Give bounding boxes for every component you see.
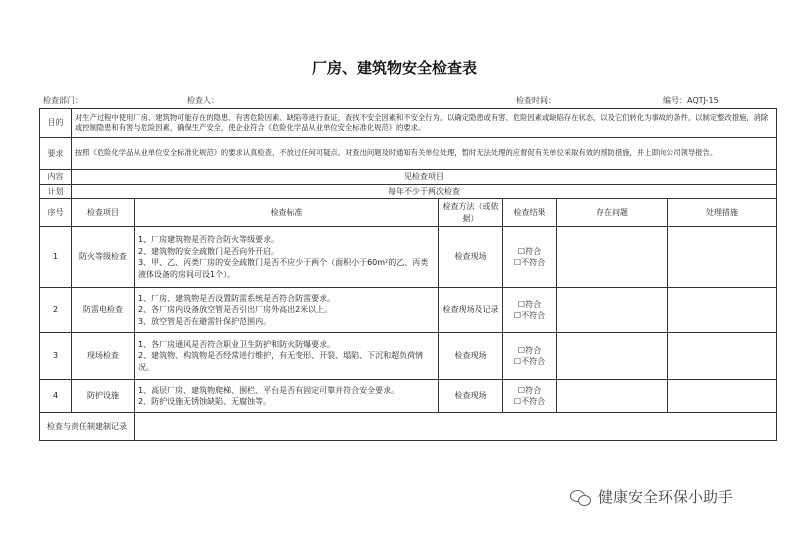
signoff-value[interactable] bbox=[135, 413, 777, 441]
standard-line: 3、甲、乙、丙类厂房的安全疏散门是否不应少于两个（面积小于60m²的乙、丙类液体设备的房间可设1个）。 bbox=[138, 258, 429, 279]
row-item: 现场检查 bbox=[72, 333, 135, 380]
plan-value: 每年不少于两次检查 bbox=[72, 184, 777, 199]
result-pass-checkbox[interactable]: ☐符合 bbox=[517, 246, 542, 256]
header-row bbox=[40, 199, 777, 227]
row-measure[interactable] bbox=[668, 333, 777, 380]
result-fail-checkbox[interactable]: ☐不符合 bbox=[513, 397, 546, 407]
row-standards bbox=[135, 227, 439, 288]
row-standards bbox=[135, 333, 439, 380]
standard-line: 2、各厂房内设备放空管是否引出厂房外高出2米以上。 bbox=[138, 305, 333, 315]
watermark bbox=[570, 486, 733, 507]
page-title: 厂房、建筑物安全检查表 bbox=[311, 59, 477, 77]
row-measure[interactable] bbox=[668, 380, 777, 413]
time-label: 检查时间： bbox=[516, 96, 556, 105]
row-issue[interactable] bbox=[557, 288, 668, 333]
row-item: 防护设施 bbox=[72, 380, 135, 413]
signoff-row bbox=[40, 413, 777, 441]
standard-line: 1、厂房、建筑物是否设置防雷系统是否符合防雷要求。 bbox=[138, 293, 336, 303]
watermark-text: 健康安全环保小助手 bbox=[598, 488, 734, 506]
row-item: 防雷电检查 bbox=[72, 288, 135, 333]
row-seq: 2 bbox=[40, 288, 72, 333]
form-code: 编号：AQTJ-15 bbox=[663, 96, 719, 105]
header-issue: 存在问题 bbox=[557, 199, 668, 227]
header-standard: 检查标准 bbox=[135, 199, 439, 227]
purpose-text: 对生产过程中使用厂房、建筑物可能存在的隐患、有害危险因素、缺陷等进行查证，查找不安全因素和不安全行为，以确定隐患或有害、危险因素或缺陷存在状态，以及它们转化为事故的条件，以制定整改措施，消除或控制隐患和有害与危险因素，确保生产安全，使企业符合《危险化学品从业单位安全标准化规范》的要求。 bbox=[72, 109, 777, 138]
content-value: 见检查项目 bbox=[72, 170, 777, 185]
content-label: 内容 bbox=[40, 170, 72, 185]
purpose-row bbox=[40, 109, 777, 138]
result-pass-checkbox[interactable]: ☐符合 bbox=[517, 299, 542, 309]
header-seq: 序号 bbox=[40, 199, 72, 227]
row-measure[interactable] bbox=[668, 227, 777, 288]
table-row bbox=[40, 227, 777, 288]
requirement-text: 按照《危险化学品从业单位安全标准化规范》的要求认真检查，不放过任何可疑点。对查出问题及时通知有关单位处理，暂时无法处理的应督促有关单位采取有效的预防措施，并上即向公司领导报告。 bbox=[72, 138, 777, 170]
signoff-label: 检查与责任制建制记录 bbox=[40, 413, 135, 441]
table-row bbox=[40, 333, 777, 380]
row-result bbox=[503, 288, 557, 333]
standard-line: 1、厂房建筑物是否符合防火等级要求。 bbox=[138, 235, 280, 244]
row-result bbox=[503, 227, 557, 288]
row-seq: 1 bbox=[40, 227, 72, 288]
header-measure: 处理措施 bbox=[668, 199, 777, 227]
row-issue[interactable] bbox=[557, 380, 668, 413]
standard-line: 2、防护设施无锈蚀缺陷、无腐蚀等。 bbox=[138, 397, 272, 407]
result-pass-checkbox[interactable]: ☐符合 bbox=[517, 345, 542, 355]
inspection-table bbox=[39, 108, 777, 441]
row-standards bbox=[135, 380, 439, 413]
header-item: 检查项目 bbox=[72, 199, 135, 227]
result-fail-checkbox[interactable]: ☐不符合 bbox=[513, 258, 546, 268]
result-fail-checkbox[interactable]: ☐不符合 bbox=[513, 311, 546, 321]
row-seq: 4 bbox=[40, 380, 72, 413]
header-method: 检查方法（或依据） bbox=[439, 199, 503, 227]
row-method: 检查现场 bbox=[439, 227, 503, 288]
table-row bbox=[40, 288, 777, 333]
result-fail-checkbox[interactable]: ☐不符合 bbox=[513, 357, 546, 367]
row-seq: 3 bbox=[40, 333, 72, 380]
plan-label: 计划 bbox=[40, 184, 72, 199]
result-pass-checkbox[interactable]: ☐符合 bbox=[517, 385, 542, 395]
row-method: 检查现场 bbox=[439, 333, 503, 380]
wechat-icon bbox=[570, 488, 592, 506]
row-item: 防火等级检查 bbox=[72, 227, 135, 288]
row-method: 检查现场 bbox=[439, 380, 503, 413]
standard-line: 2、建筑物的安全疏散门是否向外开启。 bbox=[138, 246, 280, 256]
standard-line: 1、高层厂房、建筑物爬梯、围栏、平台是否有固定可靠并符合安全要求。 bbox=[138, 385, 400, 395]
purpose-label: 目的 bbox=[40, 109, 72, 138]
standard-line: 1、各厂房通风是否符合职业卫生防护和防火防爆要求。 bbox=[138, 339, 336, 349]
content-row bbox=[40, 170, 777, 185]
form-meta-row bbox=[40, 95, 776, 107]
row-result bbox=[503, 380, 557, 413]
plan-row bbox=[40, 184, 777, 199]
standard-line: 2、建筑物、构筑物是否经常进行维护，有无变形、开裂、塌陷、下沉和超负荷情况。 bbox=[138, 351, 424, 372]
header-result: 检查结果 bbox=[503, 199, 557, 227]
row-issue[interactable] bbox=[557, 333, 668, 380]
table-row bbox=[40, 380, 777, 413]
row-standards bbox=[135, 288, 439, 333]
requirement-label: 要求 bbox=[40, 138, 72, 170]
row-measure[interactable] bbox=[668, 288, 777, 333]
row-method: 检查现场及记录 bbox=[439, 288, 503, 333]
dept-label: 检查部门： bbox=[43, 96, 83, 105]
row-result bbox=[503, 333, 557, 380]
inspector-label: 检查人： bbox=[187, 96, 219, 105]
standard-line: 3、放空管是否在避雷针保护范围内。 bbox=[138, 316, 272, 326]
requirement-row bbox=[40, 138, 777, 170]
row-issue[interactable] bbox=[557, 227, 668, 288]
